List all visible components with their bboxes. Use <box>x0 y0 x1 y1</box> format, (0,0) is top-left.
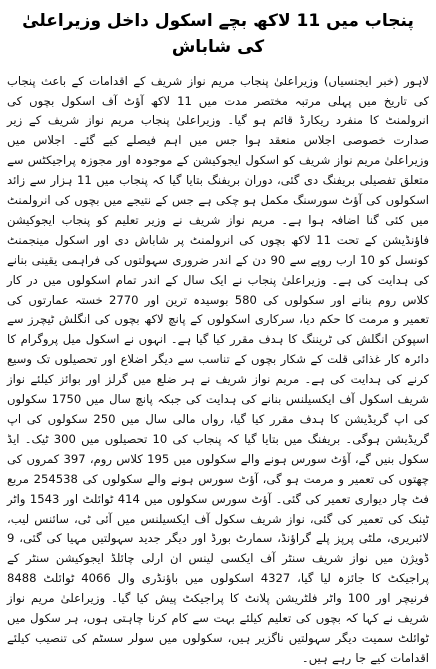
article-headline: پنجاب میں 11 لاکھ بچے اسکول داخل وزیراعلیٰ کی شاباش <box>22 11 414 57</box>
article-body: لاہور (خبر ایجنسیاں) وزیراعلیٰ پنجاب مریم نواز شریف کے اقدامات کے باعث پنجاب کی تاریخ میں پہلی مرتبہ مختصر مدت میں 11 لاکھ آؤٹ آف اسکول بچوں کی انرولمنٹ کا منفرد ریکارڈ قائم ہو گیا۔ وزیراعلیٰ پنجاب مریم نواز شریف کے زیر صدارت خصوصی اجلاس منعقد ہوا جس میں اہم فیصلے کیے گئے۔ اجلاس میں وزیراعلیٰ مریم نواز شریف کو اسکول ایجوکیشن کے موجودہ اور مجوزہ پراجیکٹس سے متعلق تفصیلی بریفنگ دی گئی، دوران بریفنگ بتایا گیا کہ پنجاب میں 11 ہزار سے زائد اسکولوں کی آؤٹ سورسنگ مکمل ہو چکی ہے جس کے نتیجے میں بچوں کی انرولمنٹ میں کئی گنا اضافہ ہوا ہے۔ مریم نواز شریف نے وزیر تعلیم کو پنجاب ایجوکیشن فاؤنڈیشن کے تحت 11 لاکھ بچوں کی انرولمنٹ پر شاباش دی اور اسکول مینجمنٹ کونسل کو 10 ارب روپے سے 90 دن کے اندر ضروری سہولتوں کی فراہمی یقینی بنانے کی ہدایت کی ہے۔ وزیراعلیٰ پنجاب نے ایک سال کے اندر تمام اسکولوں میں در کار کلاس روم بنانے اور سکولوں کی 580 بوسیدہ ترین اور 2770 خستہ عمارتوں کی تعمیر و مرمت کا حکم دیا، سرکاری اسکولوں کے پانچ لاکھ بچوں کی انگلش ٹیچرز سے اسپوکن انگلش کی ٹریننگ کا ہدف مقرر کیا گیا ہے۔ انہوں نے اسکول میل پروگرام کا دائرہ کار غذائی قلت کے شکار بچوں کے تناسب سے دیگر اضلاع اور تحصیلوں تک وسیع کرنے کی ہدایت کی ہے۔ مریم نواز شریف نے ہر ضلع میں گرلز اور بوائز کیلئے نواز شریف اسکول آف ایکسیلنس بنانے کی ہدایت کی جبکہ پانچ سال میں 1750 سکولوں کی اپ گریڈیشن کا ہدف مقرر کیا گیا، رواں مالی سال میں 250 سکولوں کی اپ گریڈیشن ہوگی۔ بریفنگ میں بتایا گیا کہ پنجاب کی 10 تحصیلوں میں 300 ٹیک۔ ایڈ سکول بنیں گے، آؤٹ سورس ہونے والے سکولوں میں 195 کلاس روم، 397 کمروں کی چھتوں کی تعمیر و مرمت ہو گی، آؤٹ سورس ہونے والے سکولوں کی 254538 مربع فٹ چار دیواری تعمیر کی گئی۔ آؤٹ سورس سکولوں میں 414 ٹوائلٹ اور 1543 واٹر ٹینک کی تعمیر کی گئی، نواز شریف سکول آف ایکسیلنس میں آئی ٹی، سائنس لیب، لائبریری، ملٹی پرپز پلے گراؤنڈ، سمارٹ بورڈ اور دیگر جدید سہولتیں مہیا کی گئی، 9 ڈویژن میں نواز شریف سنٹر آف ایکسی لینس ان ارلی چائلڈ ایجوکیشن سنٹر کے پراجیکٹ کا جائزہ لیا گیا، 4327 اسکولوں میں باؤنڈری وال 4066 ٹوائلٹ 8488 فرنیچر اور 100 واٹر فلٹریشن پلانٹ کا پراجیکٹ پیش کیا گیا۔ وزیراعلیٰ مریم نواز شریف نے کہا کہ بچوں کی تعلیم کیلئے بہت سے کام کرنا چاہتی ہوں، ہر سکول میں ٹوائلٹ سمیت دیگر سہولتیں ناگزیر ہیں، سکولوں میں سولر سسٹم کی تنصیب کیلئے اقدامات کیے جا رہے ہیں۔ <box>7 73 429 665</box>
